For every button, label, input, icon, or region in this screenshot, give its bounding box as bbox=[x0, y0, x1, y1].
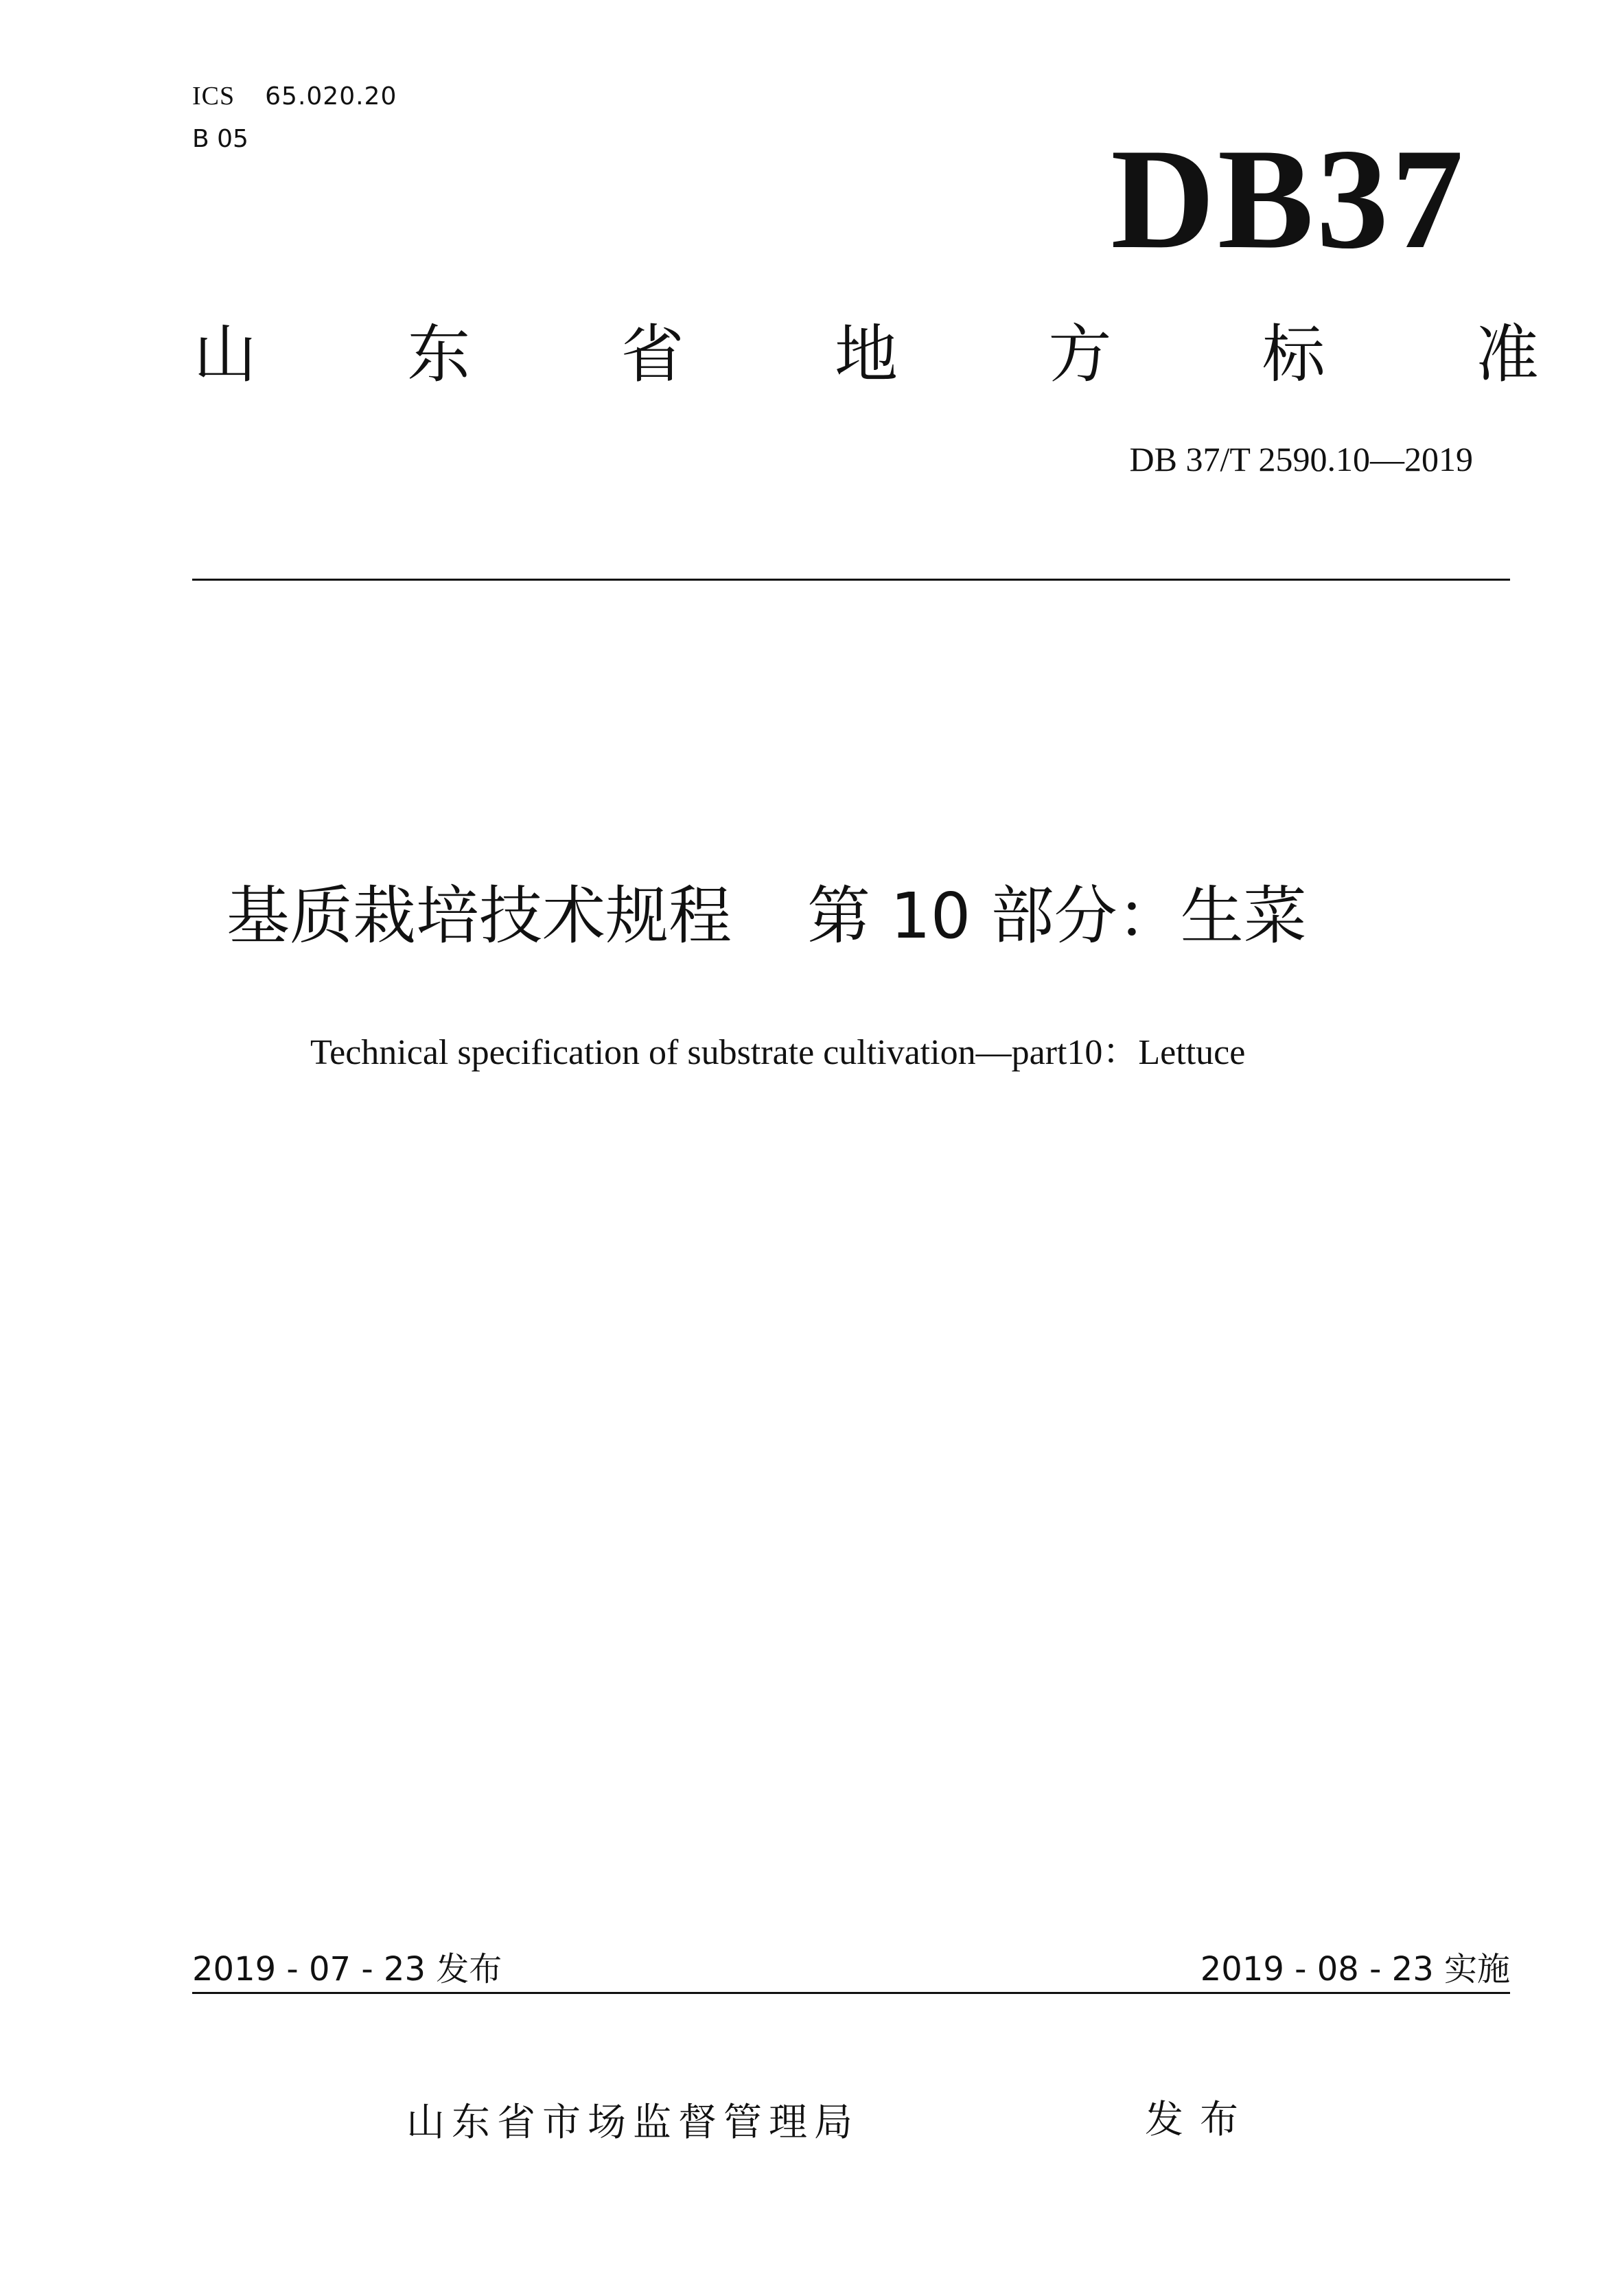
top-divider bbox=[192, 579, 1510, 581]
issue-label: 发布 bbox=[1145, 2098, 1255, 2142]
publish-date: 2019 - 07 - 23 发布 bbox=[192, 1950, 502, 1988]
chinese-title bbox=[227, 879, 1307, 954]
standard-type-char: 山 bbox=[194, 318, 257, 391]
chinese-title-main: 基质栽培技术规程 bbox=[227, 879, 732, 953]
bottom-divider bbox=[192, 1992, 1510, 1994]
standard-type-char: 准 bbox=[1475, 318, 1539, 391]
ccs-code: B 05 bbox=[192, 125, 248, 153]
english-title: Technical specification of substrate cultivation—part10：Lettuce bbox=[310, 1033, 1246, 1072]
standard-type-char: 标 bbox=[1262, 318, 1325, 391]
standard-type-heading bbox=[194, 317, 1539, 393]
issuing-authority: 山东省市场监督管理局 bbox=[406, 2100, 859, 2145]
standard-type-char: 省 bbox=[620, 318, 684, 391]
ics-classification bbox=[192, 81, 397, 111]
ics-code: 65.020.20 bbox=[265, 82, 397, 111]
implement-date: 2019 - 08 - 23 实施 bbox=[1200, 1950, 1510, 1988]
standard-number: DB 37/T 2590.10—2019 bbox=[1129, 440, 1473, 478]
standard-type-char: 方 bbox=[1048, 318, 1112, 391]
standard-type-char: 地 bbox=[834, 318, 898, 391]
chinese-title-part: 第 10 部分：生菜 bbox=[807, 879, 1307, 953]
db37-logo: DB37 bbox=[1111, 119, 1466, 279]
standard-type-char: 东 bbox=[407, 318, 471, 391]
ics-label: ICS bbox=[192, 82, 235, 111]
